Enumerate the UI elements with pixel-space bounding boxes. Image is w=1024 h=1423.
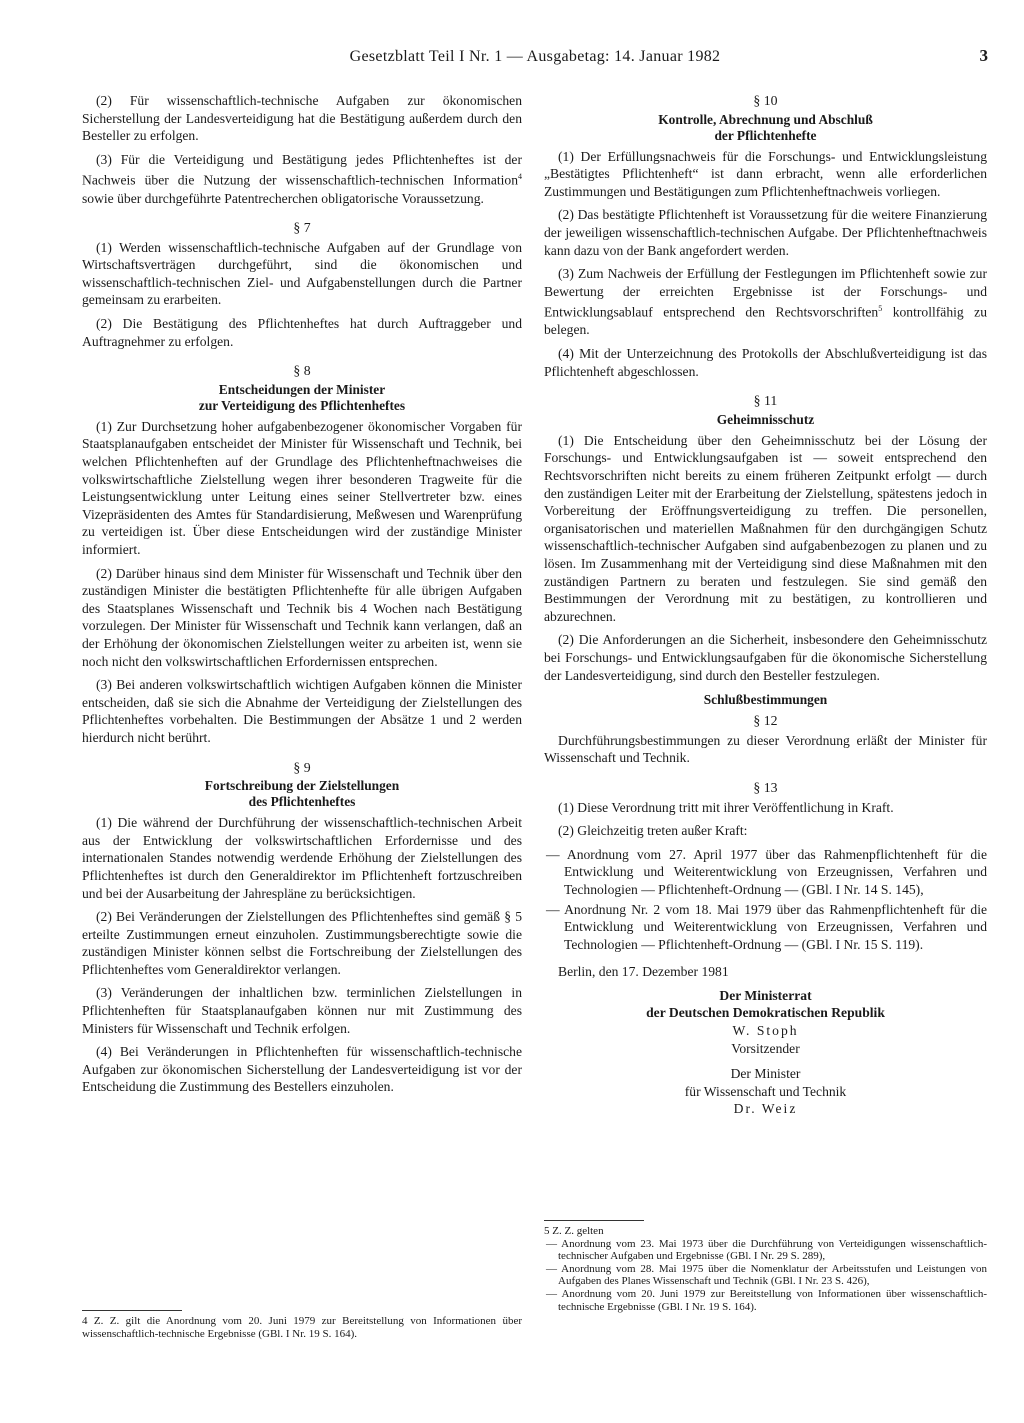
paragraph-text: (3) Für die Verteidigung und Bestätigung jedes Pflichtenheftes ist der Nachweis über die Nutzung der wissenschaftlich-technischen Information — [82, 151, 522, 188]
signature-name: Dr. Weiz — [733, 1101, 798, 1117]
section-number: § 10 — [753, 93, 778, 108]
paragraph: (2) Gleichzeitig treten außer Kraft: — [558, 823, 748, 839]
paragraph: (2) Darüber hinaus sind dem Minister für Wissenschaft und Technik über den zuständigen Minister die bestätigten Pflichtenhefte für alle übrigen Aufgaben des Staatsplanes Wissenschaft und Technik bis 4 Wochen nach Bestätigung vorzulegen. Der Minister für Wissenschaft und Technik kann verlangen, daß an der Erhöhung der ökonomischen Zielstellungen weiter zu arbeiten ist, wenn sie noch nicht den volkswirtschaftlichen Erfordernissen entsprechen. — [82, 565, 522, 669]
paragraph: (1) Der Erfüllungsnachweis für die Forschungs- und Entwicklungsleistung „Bestätigtes Pflichtenheft“ ist dann erbracht, wenn alle erforderlichen Zustimmungen und Bestätigungen zum Pflichtenheftnachweis vorliegen. — [544, 148, 987, 199]
footnote-ref: 4 — [518, 172, 522, 182]
signature-org: der Deutschen Demokratischen Republik — [646, 1005, 885, 1021]
paragraph: (4) Mit der Unterzeichnung des Protokolls der Abschlußverteidigung ist das Pflichtenheft abgeschlossen. — [544, 346, 987, 379]
footnote-ref: 5 — [878, 304, 883, 314]
header-title: Gesetzblatt Teil I Nr. 1 — Ausgabetag: 14. Januar 1982 — [349, 48, 721, 65]
section-title-line: der Pflichtenhefte — [714, 127, 817, 143]
paragraph-text: (3) Zum Nachweis der Erfüllung der Festlegungen im Pflichtenheft sowie zur Bewertung der erreichten Ergebnisse ist der Forschungs- und Entwicklungsablauf entsprechend den Rechtsvorschriften — [544, 266, 987, 320]
section-title-line: des Pflichtenheftes — [248, 794, 356, 810]
paragraph: (1) Zur Durchsetzung hoher aufgabenbezogener ökonomischer Vorgaben für Staatsplanaufgaben entscheidet der Minister für Wissenschaft und Technik, bei welchen Pflichtenheften auf der Grundlage des Pflichtenheftnachweises die volkswirtschaftliche Zielstellung wegen ihrer besonderen Tragweite für die Leistungsentwicklung unter Leitung eines seiner Stellvertreter bzw. eines Vizepräsidenten des Amtes für Standardisierung, Meßwesen und Warenprüfung zu verteidigen ist. Über diese Entscheidungen wird der zuständige Minister informiert. — [82, 418, 522, 557]
section-number: § 13 — [753, 779, 778, 795]
section-title-line: Kontrolle, Abrechnung und Abschluß — [658, 111, 873, 127]
paragraph: (2) Die Bestätigung des Pflichtenheftes hat durch Auftraggeber und Auftragnehmer zu erfolgen. — [82, 316, 522, 349]
left-column — [82, 92, 522, 1102]
signature-name: W. Stoph — [732, 1023, 799, 1039]
section-number: § 12 — [753, 713, 778, 729]
footnote-item: — Anordnung vom 20. Juni 1979 zur Bereitstellung von Informationen über wissenschaftlich-technische Ergebnisse (GBl. I Nr. 19 S. 164). — [546, 1287, 987, 1313]
paragraph: (1) Werden wissenschaftlich-technische Aufgaben auf der Grundlage von Wirtschaftsverträgen durchgeführt, sind die ökonomischen und wissenschaftlich-technischen Ziel- und Aufgabenstellungen durch die Partner gemeinsam zu erarbeiten. — [82, 239, 522, 308]
paragraph: (2) Die Anforderungen an die Sicherheit, insbesondere den Geheimnisschutz bei Forschungs- und Entwicklungsaufgaben für die ökonomische Sicherstellung der Landesverteidigung, sind durch den Besteller festzulegen. — [544, 632, 987, 683]
footnote-divider — [82, 1310, 182, 1311]
right-column — [544, 92, 987, 1118]
section-title — [544, 112, 987, 144]
section-title-line: Fortschreibung der Zielstellungen — [204, 778, 400, 794]
footnote-divider — [544, 1220, 644, 1221]
section-number: § 7 — [293, 220, 311, 236]
footnote-item: — Anordnung vom 23. Mai 1973 über die Durchführung von Verteidigungen wissenschaftlich-technischer Aufgaben und Ergebnisse (GBl. I Nr. 29 S. 289), — [546, 1237, 987, 1263]
section-number: § 9 — [293, 759, 311, 775]
paragraph: (1) Diese Verordnung tritt mit ihrer Veröffentlichung in Kraft. — [558, 799, 894, 815]
paragraph — [82, 151, 522, 207]
footnote-block-left — [82, 1300, 522, 1340]
paragraph-text: sowie über durchgeführte Patentrecherchen obligatorische Voraussetzung. — [82, 190, 484, 206]
footnote-item: — Anordnung vom 28. Mai 1975 über die Nomenklatur der Arbeitsstufen und Leistungen von Aufgaben des Planes Wissenschaft und Technik (GBl. I Nr. 23 S. 426), — [546, 1262, 987, 1288]
signature-role: für Wissenschaft und Technik — [684, 1083, 847, 1099]
page-number: 3 — [979, 46, 988, 65]
paragraph: (1) Die während der Durchführung der wissenschaftlich-technischen Arbeit aus der Entwicklung der volkswirtschaftlichen Erfordernisse und des internationalen Standes notwendig werdende Erhöhung der Zielstellungen des Pflichtenheftes ist durch den Generaldirektor im Pflichtenheft fortzuschreiben und bei der Ausarbeitung der Jahrespläne zu berücksichtigen. — [82, 815, 522, 901]
section-title-line: zur Verteidigung des Pflichtenheftes — [198, 397, 406, 413]
page-header — [80, 44, 990, 74]
paragraph: Durchführungsbestimmungen zu dieser Verordnung erläßt der Minister für Wissenschaft und Technik. — [544, 732, 987, 766]
paragraph: (3) Bei anderen volkswirtschaftlich wichtigen Aufgaben können die Minister entscheiden, daß sie sich die Abnahme der Verteidigung der Zielstellungen des Pflichtenheftes vorbehalten. Die Bestimmungen der Absätze 1 und 2 werden hierdurch nicht berührt. — [82, 677, 522, 745]
footnote-block-right — [544, 1210, 987, 1313]
repealed-item: — Anordnung vom 27. April 1977 über das Rahmenpflichtenheft für die Entwicklung und Weiterentwicklung von Erzeugnissen, Verfahren und Technologien — Pflichtenheft-Ordnung — (GBl. I Nr. 14 S. 145), — [546, 846, 987, 897]
paragraph: (3) Veränderungen der inhaltlichen bzw. terminlichen Zielstellungen in Pflichtenheften für Staatsplanaufgaben können nur mit Zustimmung des Ministers für Wissenschaft und Technik erfolgen. — [82, 985, 522, 1036]
signature-org: Der Ministerrat — [719, 987, 812, 1003]
paragraph: (2) Für wissenschaftlich-technische Aufgaben zur ökonomischen Sicherstellung der Landesverteidigung hat die Bestätigung außerdem durch den Besteller zu erfolgen. — [82, 93, 522, 144]
signature-role: Vorsitzender — [731, 1040, 800, 1056]
final-provisions-title: Schlußbestimmungen — [703, 692, 828, 708]
paragraph: (2) Das bestätigte Pflichtenheft ist Voraussetzung für die weitere Finanzierung der jeweiligen wissenschaftlich-technischen Aufgabe. Der Pflichtenheftnachweis kann dazu von der Bank angefordert werden. — [544, 207, 987, 258]
paragraph: (4) Bei Veränderungen in Pflichtenheften für wissenschaftlich-technische Aufgaben zur ökonomischen Sicherstellung der Landesverteidigung ist vor der Entscheidung die Zustimmung des Bestellers einzuholen. — [82, 1044, 522, 1095]
section-title: Geheimnisschutz — [716, 411, 815, 427]
footnote-5: 5 Z. Z. gelten — [544, 1225, 604, 1237]
date-line: Berlin, den 17. Dezember 1981 — [558, 964, 729, 980]
paragraph-text: kontrollfähig zu belegen. — [544, 304, 988, 338]
section-number: § 11 — [753, 393, 778, 409]
signature-role: Der Minister — [730, 1066, 801, 1082]
repealed-item: — Anordnung Nr. 2 vom 18. Mai 1979 über das Rahmenpflichtenheft für die Entwicklung und Weiterentwicklung von Erzeugnissen, Verfahren und Technologien — Pflichtenheft-Ordnung — (GBl. I Nr. 15 S. 119). — [546, 901, 987, 952]
section-title-line: Entscheidungen der Minister — [218, 381, 386, 397]
paragraph: (1) Die Entscheidung über den Geheimnisschutz bei der Lösung der Forschungs- und Entwicklungsaufgaben ist — soweit entsprechend den Rechtsvorschriften nicht bereits zu einem früheren Zeitpunkt erfolgt — durch den zuständigen Leiter mit der Erarbeitung der Zielstellung, spätestens jedoch in Vorbereitung der Eröffnungsverteidigung zu treffen. Die personellen, organisatorischen und materiellen Maßnahmen für den durchgängigen Schutz wissenschaftlich-technischer Aufgaben sind aufgabenbezogen zu planen und zu lösen. Im Zusammenhang mit der Verteidigung sind diese Maßnahmen mit den zuständigen Partnern zu beraten und festzulegen. Sie sind gemäß den Bestimmungen der Verordnung mit zu bestätigen, zu kontrollieren und abzurechnen. — [544, 432, 987, 624]
footnote-4: 4 Z. Z. gilt die Anordnung vom 20. Juni 1979 zur Bereitstellung von Informationen über wissenschaftlich-technische Ergebnisse (GBl. I Nr. 19 S. 164). — [82, 1315, 522, 1340]
paragraph: (2) Bei Veränderungen der Zielstellungen des Pflichtenheftes sind gemäß § 5 erteilte Zustimmungen erneut einzuholen. Zustimmungsberechtigte sowie die zuständigen Minister können selbst die Fortschreibung der Zielstellungen des Pflichtenheftes vom Generaldirektor verlangen. — [82, 909, 522, 977]
paragraph — [544, 265, 987, 339]
section-title — [82, 382, 522, 414]
section-number: § 8 — [293, 363, 311, 379]
section-title — [82, 778, 522, 810]
